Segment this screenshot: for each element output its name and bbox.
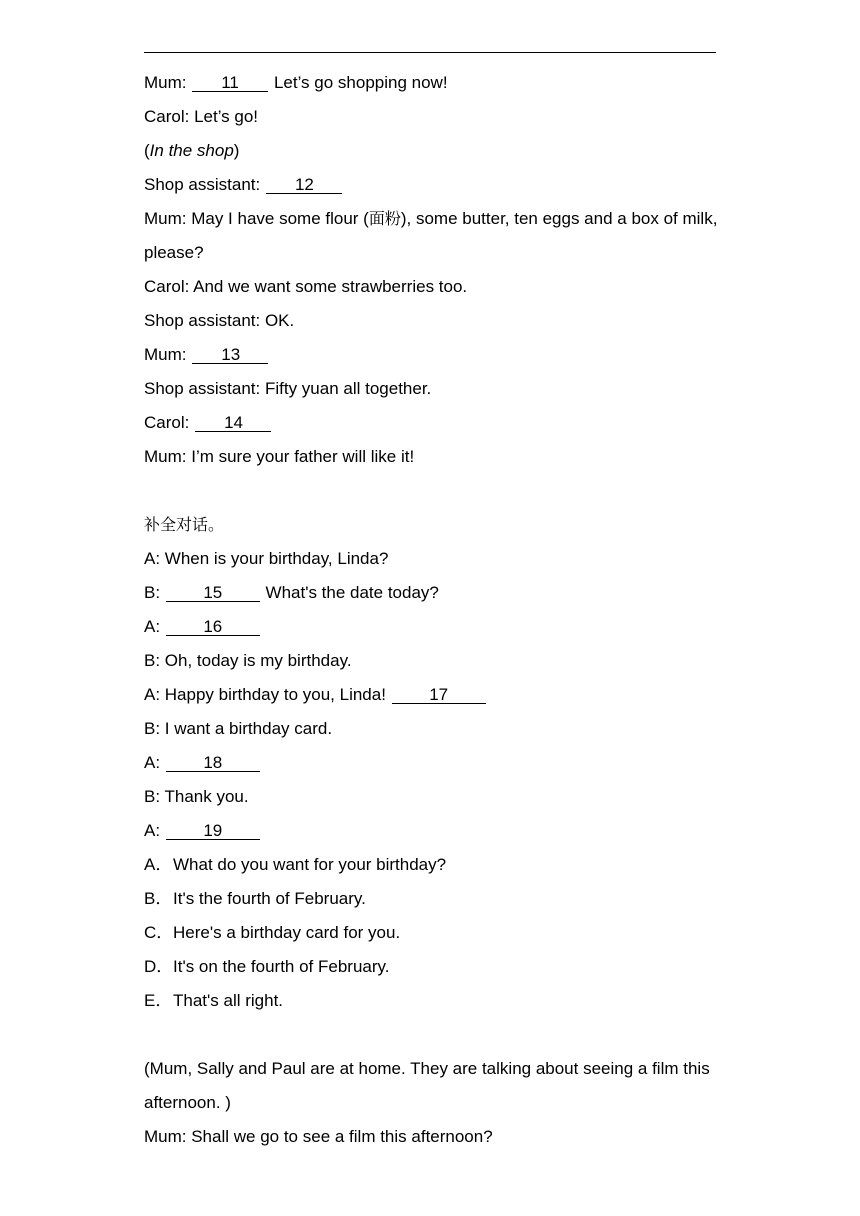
answer-blank-16: 16 — [166, 618, 260, 636]
answer-blank-15: 15 — [166, 584, 260, 602]
dialogue-line: Shop assistant: OK. — [144, 311, 295, 330]
paren-close: ) — [233, 141, 240, 160]
dialogue-line — [144, 610, 724, 644]
option-e — [144, 984, 724, 1018]
dialogue-line — [144, 576, 724, 610]
option-text: What do you want for your birthday? — [173, 855, 447, 874]
speaker-label: A: — [144, 821, 165, 840]
scene-intro: (Mum, Sally and Paul are at home. They are talking about seeing a film this afternoon. ) — [144, 1059, 710, 1112]
answer-blank-11: 11 — [192, 74, 268, 92]
dialogue-line — [144, 168, 724, 202]
option-letter: A． — [144, 855, 173, 874]
option-text: Here's a birthday card for you. — [173, 923, 401, 942]
answer-blank-19: 19 — [166, 822, 260, 840]
dialogue-line: B: Thank you. — [144, 787, 249, 806]
option-letter: D． — [144, 957, 174, 976]
line-text: ), some butter, ten eggs and a box of milk, please? — [144, 209, 718, 262]
dialogue-line: B: Oh, today is my birthday. — [144, 651, 352, 670]
answer-blank-13: 13 — [192, 346, 268, 364]
instruction: 补全对话。 — [144, 515, 225, 534]
section-gap — [144, 1018, 724, 1052]
option-text: It's the fourth of February. — [173, 889, 366, 908]
dialogue-line: Carol: Let’s go! — [144, 107, 259, 126]
dialogue-line: A: When is your birthday, Linda? — [144, 549, 389, 568]
document-body — [144, 66, 724, 1154]
dialogue-line: Shop assistant: Fifty yuan all together. — [144, 379, 432, 398]
line-text: Mum: May I have some flour ( — [144, 209, 369, 228]
line-text: Let’s go shopping now! — [269, 73, 448, 92]
answer-blank-17: 17 — [392, 686, 486, 704]
stage-direction-text: In the shop — [149, 141, 234, 160]
answer-blank-18: 18 — [166, 754, 260, 772]
dialogue-line — [144, 406, 724, 440]
option-c — [144, 916, 724, 950]
paren-open: ( — [144, 141, 150, 160]
option-a — [144, 848, 724, 882]
answer-blank-14: 14 — [195, 414, 271, 432]
dialogue-line: B: I want a birthday card. — [144, 719, 333, 738]
top-rule — [144, 52, 716, 53]
option-letter: E． — [144, 991, 173, 1010]
dialogue-line — [144, 746, 724, 780]
dialogue-line — [144, 678, 724, 712]
speaker-label: Carol: — [144, 413, 195, 432]
dialogue-line: Mum: Shall we go to see a film this afternoon? — [144, 1127, 493, 1146]
speaker-label: Shop assistant: — [144, 175, 265, 194]
option-text: That's all right. — [173, 991, 284, 1010]
speaker-label: Mum: — [144, 345, 192, 364]
speaker-label: Mum: — [144, 73, 192, 92]
speaker-label: A: — [144, 753, 165, 772]
speaker-label: A: — [144, 617, 165, 636]
option-d — [144, 950, 724, 984]
answer-blank-12: 12 — [266, 176, 342, 194]
dialogue-line — [144, 202, 724, 270]
stage-direction — [144, 134, 724, 168]
speaker-label: A: Happy birthday to you, Linda! — [144, 685, 391, 704]
speaker-label: B: — [144, 583, 165, 602]
chinese-gloss: 面粉 — [368, 209, 401, 228]
dialogue-line — [144, 66, 724, 100]
option-text: It's on the fourth of February. — [173, 957, 390, 976]
dialogue-line: Carol: And we want some strawberries too. — [144, 277, 468, 296]
section-gap — [144, 474, 724, 508]
option-b — [144, 882, 724, 916]
option-letter: B． — [144, 889, 173, 908]
dialogue-line — [144, 338, 724, 372]
line-text: What's the date today? — [260, 583, 439, 602]
dialogue-line: Mum: I’m sure your father will like it! — [144, 447, 415, 466]
dialogue-line — [144, 814, 724, 848]
option-letter: C． — [144, 923, 174, 942]
